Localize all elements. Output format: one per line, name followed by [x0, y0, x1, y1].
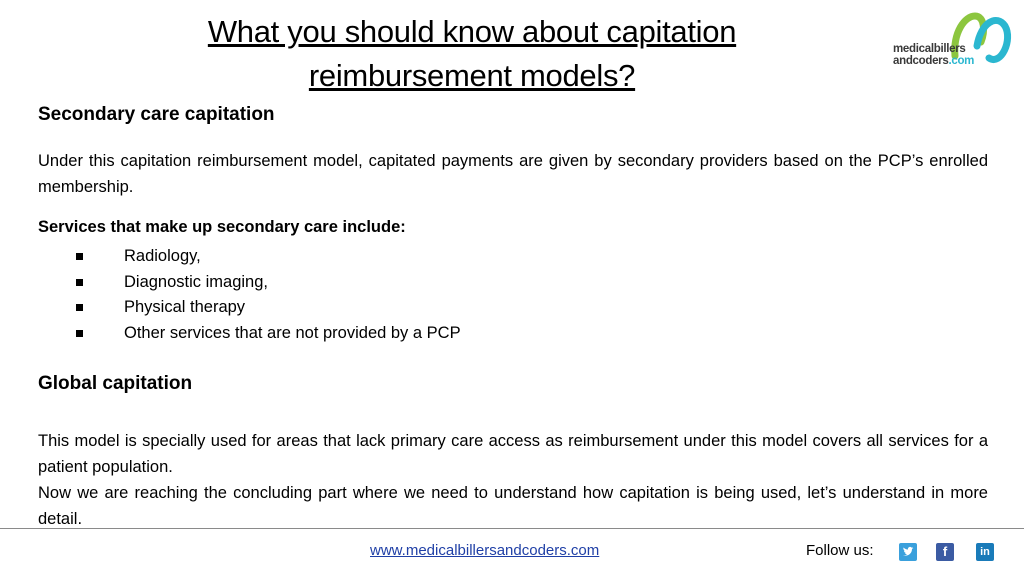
secondary-care-heading: Secondary care capitation	[38, 104, 275, 125]
secondary-care-paragraph: Under this capitation reimbursement model, capitated payments are given by secondary providers based on the PCP’s enrolled membership.	[38, 152, 988, 196]
title-line-1: What you should know about capitation	[207, 14, 737, 49]
page-title	[112, 10, 832, 98]
linkedin-icon[interactable]: in	[976, 543, 994, 561]
list-item-text: Other services that are not provided by a PCP	[124, 323, 461, 342]
bullet-icon	[76, 253, 83, 260]
global-capitation-paragraph-1: This model is specially used for areas that lack primary care access as reimbursement under this model covers all services for a patient population.	[38, 432, 988, 476]
bullet-icon	[76, 279, 83, 286]
list-item	[76, 295, 461, 321]
logo-text-bottom	[893, 55, 974, 67]
title-line-2: reimbursement models?	[308, 58, 636, 93]
logo-text-com: .com	[948, 55, 975, 67]
bullet-icon	[76, 330, 83, 337]
global-capitation-heading: Global capitation	[38, 373, 193, 394]
services-heading: Services that make up secondary care include:	[38, 218, 406, 236]
logo-text-top: medicalbillers	[893, 43, 966, 55]
company-logo	[893, 12, 1013, 72]
services-list	[76, 244, 461, 346]
list-item-text: Diagnostic imaging,	[124, 272, 268, 291]
footer-divider	[0, 528, 1024, 529]
follow-us-label: Follow us:	[806, 542, 874, 559]
bullet-icon	[76, 304, 83, 311]
website-link[interactable]: www.medicalbillersandcoders.com	[370, 542, 600, 559]
global-capitation-body	[38, 428, 988, 532]
twitter-icon[interactable]	[899, 543, 917, 561]
global-capitation-paragraph-2: Now we are reaching the concluding part where we need to understand how capitation is being used, let’s understand in more detail.	[38, 484, 988, 528]
facebook-icon[interactable]: f	[936, 543, 954, 561]
list-item	[76, 244, 461, 270]
list-item	[76, 270, 461, 296]
logo-text-andcoders: andcoders	[893, 55, 949, 67]
list-item-text: Physical therapy	[124, 298, 246, 316]
list-item-text: Radiology,	[124, 247, 201, 265]
list-item	[76, 321, 461, 347]
